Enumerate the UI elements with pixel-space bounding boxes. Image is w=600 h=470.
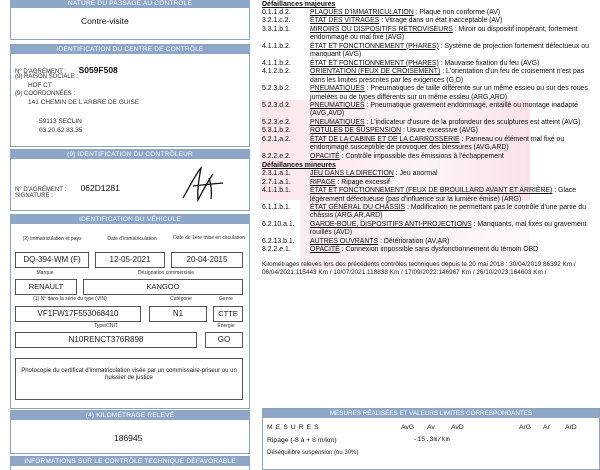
centre-agrement-value: S059F508	[78, 65, 118, 75]
defaillance-name: PNEUMATIQUES	[310, 101, 365, 109]
left-column	[0, 0, 253, 470]
defaillance-code: 4.1.1.b.2.	[262, 59, 291, 67]
km-header: (4) KILOMÉTRAGE RELEVÉ	[11, 411, 249, 420]
km-value: 186945	[114, 433, 143, 443]
type-value: N10RENCT376R898	[15, 332, 197, 348]
centre-box	[10, 44, 250, 147]
info-box	[10, 456, 250, 470]
mesures-columns-row	[263, 421, 599, 434]
col-ar: Ar	[543, 424, 550, 431]
defaillance-code: 5.2.3.e.2.	[262, 118, 291, 126]
defaillance-detail: : Détérioration (AV,AR)	[378, 237, 450, 245]
centre-agrement-label: N° D'AGRÉMENT :	[15, 69, 67, 75]
col-avd: AvD	[451, 424, 464, 431]
coordonnees-label: (9) COORDONNÉES :	[15, 91, 76, 97]
date-circ-value: 20-04-2015	[171, 252, 243, 268]
defaillance-detail: : Pneumatique gravement endommagé, entaillé ou montage inadapté (AVG,AVD)	[310, 101, 578, 118]
defaillance-detail: : Plaque non conforme (AV)	[413, 9, 501, 16]
date-immat-value: 12-05-2021	[95, 252, 165, 268]
defaillance-detail: : Glace légèrement défectueuse (pas d'influence sur la lumière émise) (ARG)	[310, 187, 577, 203]
centre-header: IDENTIFICATION DU CENTRE DE CONTRÔLE	[11, 45, 249, 54]
defaillance-detail: : Miroir ou dispositif inopérant, fortement endommagé ou mal fixé (AVG)	[310, 25, 578, 42]
denomination-caption: Désignation commerciale	[137, 270, 195, 276]
date-immat-caption: Date d'immatriculation	[107, 236, 157, 242]
col-avg: AvG	[401, 424, 415, 431]
denomination-value: KANGOO	[83, 279, 243, 295]
immat-caption: (2) Immatriculation et pays	[22, 236, 82, 242]
controleur-header: (9) IDENTIFICATION DU CONTRÔLEUR	[11, 150, 249, 159]
marque-caption: Marque	[36, 270, 54, 276]
defaillance-code: 8.2.2.e.1.	[262, 246, 291, 254]
vin-value: VF1FW17F553068410	[15, 306, 141, 322]
defaillance-detail: : Manquants, mal fixés ou gravement rouillés (AVD)	[310, 220, 587, 237]
info-header: INFORMATIONS SUR LE CONTRÔLE TECHNIQUE DÉFAVORABLE	[11, 457, 249, 466]
col-arg: ArG	[519, 424, 532, 431]
defaillance-detail: : Mauvaise fixation du feu (AVG)	[438, 59, 540, 67]
defaillance-name: JEU DANS LA DIRECTION	[310, 170, 394, 178]
nature-header: NATURE DU PASSAGE AU CONTRÔLE	[11, 0, 249, 8]
defaillance-name: OPACITÉ	[310, 246, 340, 254]
marque-value: RENAULT	[15, 279, 77, 295]
defaillance-code: 4.1.1.b.1.	[262, 187, 291, 195]
certificat-note: Photocopie du certificat d'immatriculation visée par un commissaire-priseur ou un huissier de justice	[15, 358, 243, 400]
defaillance-name: ÉTAT DES VITRAGES	[310, 17, 380, 25]
defaillance-detail: : Connexion impossible sans dysfonctionnement du témoin OBD	[339, 246, 539, 254]
defaillance-name: RIPAGE	[310, 178, 336, 186]
defaillance-code: 3.3.1.b.1.	[262, 25, 291, 33]
immat-value: DQ-394-WM (F)	[15, 252, 89, 268]
vehicule-box	[10, 214, 250, 409]
defaillance-item	[262, 204, 600, 221]
vin-caption: (1) N° dans la série du type (VIN)	[33, 296, 107, 302]
defaillance-item	[262, 60, 600, 68]
defaillance-item	[262, 221, 600, 238]
defaillance-name: PNEUMATIQUES	[310, 85, 365, 93]
defaillance-name: ÉTAT ET FONCTIONNEMENT (PHARES)	[310, 59, 439, 67]
raison-sociale-value: HDF CT	[28, 82, 52, 89]
defaillance-name: ORIENTATION (FEUX DE CROISEMENT)	[310, 68, 441, 76]
defaillance-code: 6.2.10.a.1.	[262, 220, 295, 228]
km-box	[10, 410, 250, 454]
defaillance-name: ÉTAT ET FONCTIONNEMENT (FEUX DE BROUILLARD AVANT ET ARRIÈRE)	[310, 187, 553, 195]
vehicule-header: IDENTIFICATION DU VÉHICULE	[11, 215, 249, 224]
defaillance-item	[262, 238, 600, 246]
raison-sociale-label: (9) RAISON SOCIALE :	[15, 74, 79, 80]
genre-value: CTTE	[213, 306, 243, 322]
defaillances-list	[262, 0, 600, 277]
defaillance-detail: : Usure excessive (AVG)	[401, 127, 478, 135]
defaillance-code: 5.2.3.d.2.	[262, 101, 291, 109]
address-line-1: 141 CHEMIN DE L'ARBRE DE GUISE	[28, 99, 140, 106]
defaillance-code: 5.3.1.b.2.	[262, 127, 291, 135]
controleur-box	[10, 149, 250, 211]
defaillance-detail: : Ripage excessif	[335, 178, 390, 186]
defaillance-name: ÉTAT GÉNÉRAL DU CHÂSSIS	[310, 203, 406, 211]
genre-caption: Genre	[219, 296, 233, 302]
suspension-row	[263, 447, 599, 460]
mesures-header: MESURES RÉALISÉES ET VALEURS LIMITES CORRESPONDANTES	[263, 409, 599, 418]
defaillance-item	[262, 127, 600, 135]
defaillance-detail: : Modification ne permettant pas le contrôle d'une partie du châssis (ARG,AR,ARD)	[310, 203, 587, 220]
col-ard: ArD	[565, 424, 577, 431]
defaillance-code: 6.2.13.b.1.	[262, 237, 295, 245]
controleur-agrement-value: 062D1281	[80, 183, 120, 193]
defaillance-detail: : Panneau ou élément mal fixé ou endommagé susceptible de provoquer des blessures (AVG,ARD)	[310, 135, 565, 152]
signature-label: SIGNATURE :	[15, 193, 53, 199]
majeures-list	[262, 9, 600, 161]
defaillance-detail: : Système de projection fortement défectueux ou manquant (AVG)	[310, 42, 589, 59]
defaillance-item	[262, 187, 600, 204]
defaillance-item	[262, 136, 600, 153]
mineures-title: Défaillances mineures	[262, 162, 336, 170]
right-column	[262, 0, 600, 470]
defaillance-name: GARDE-BOUE, DISPOSITIFS ANTI-PROJECTIONS	[310, 220, 472, 228]
address-line-2: 59113 SECLIN	[39, 118, 82, 125]
majeures-title: Défaillances majeures	[262, 1, 336, 8]
defaillance-item	[262, 179, 600, 187]
mineures-list	[262, 170, 600, 255]
defaillance-item	[262, 85, 600, 102]
date-circ-caption: Date de 1ère mise en circulation	[173, 235, 245, 241]
defaillance-code: 4.1.1.b.2.	[262, 42, 291, 50]
defaillance-detail: : Pneumatiques de taille différente sur un même essieu ou sur des roues jumelées ou de types différents sur un même essieu (ARG,ARD)	[310, 85, 588, 101]
defaillance-code: 6.2.1.a.2.	[262, 135, 291, 143]
defaillance-code: 3.2.1.c.2.	[262, 17, 291, 25]
defaillance-name: AUTRES OUVRANTS	[310, 237, 379, 245]
defaillance-item	[262, 43, 600, 60]
nature-value: Contre-visite	[81, 16, 129, 26]
km-history: Kilométrages relevés lors des précédents contrôles techniques depuis le 20 mai 2018 : 30/04/2019:86392 Km / 06/04/2021:115443 Km / 10/07/2021:118838 Km / 17/09/2022:146967 Km / 26/10/2023:164603 Km /	[262, 260, 576, 276]
nature-box	[10, 0, 250, 40]
defaillance-code: 0.1.1.d.2.	[262, 9, 291, 16]
defaillance-detail: : L'orientation d'un feu de croisement n'est pas dans les limites prescrites par les exigences (G,D)	[310, 68, 585, 84]
mesures-box	[262, 408, 600, 470]
defaillance-name: ÉTAT DE LA CABINE ET DE LA CARROSSERIE	[310, 135, 460, 143]
defaillance-item	[262, 119, 600, 127]
signature-image	[171, 164, 231, 206]
defaillance-code: 2.7.1.a.1.	[262, 178, 291, 186]
suspension-label: Déséquilibre suspension (ou 30%)	[267, 450, 359, 456]
defaillance-detail: : Jeu anormal	[393, 170, 438, 178]
defaillance-item	[262, 26, 600, 43]
phone-number: 03.20.62.83.35	[39, 127, 83, 134]
defaillance-item	[262, 170, 600, 178]
ripage-value: -15.3m/km	[413, 436, 450, 444]
type-caption: Type/CNIT	[94, 323, 118, 329]
defaillance-code: 6.1.1.b.1.	[262, 203, 291, 211]
defaillance-name: OPACITÉ	[310, 152, 340, 160]
categorie-value: N1	[149, 306, 207, 322]
defaillance-name: ROTULES DE SUSPENSION	[310, 127, 402, 135]
defaillance-item	[262, 102, 600, 119]
ripage-row	[263, 434, 599, 447]
defaillance-item	[262, 17, 600, 25]
defaillance-item	[262, 68, 600, 85]
defaillance-code: 5.2.3.b.2.	[262, 85, 291, 93]
defaillance-name: PLAQUES D'IMMATRICULATION	[310, 9, 414, 16]
defaillance-detail: : Contrôle impossible des émissions à l'échappement	[339, 152, 504, 160]
energie-value: GO	[205, 332, 243, 348]
col-av: Av	[427, 424, 435, 431]
defaillance-code: 2.3.1.a.1.	[262, 170, 291, 178]
defaillance-item	[262, 153, 600, 161]
defaillance-code: 4.1.2.b.2.	[262, 68, 291, 76]
categorie-caption: Catégorie	[170, 296, 192, 302]
defaillance-detail: : L'indicateur d'usure de la profondeur des sculptures est atteint (AVG)	[364, 118, 581, 126]
energie-caption: Énergie	[217, 323, 235, 329]
defaillance-name: ÉTAT ET FONCTIONNEMENT (PHARES)	[310, 42, 439, 50]
defaillance-code: 8.2.2.e.2.	[262, 152, 291, 160]
defaillance-item	[262, 246, 600, 254]
mesures-col-label: MESURES	[267, 424, 322, 431]
defaillance-detail: : Vitrage dans un état inacceptable (AV)	[379, 17, 503, 25]
defaillance-name: PNEUMATIQUES	[310, 118, 365, 126]
ripage-label: Ripage (-8 à + 8 m/km)	[267, 437, 337, 444]
controleur-agrement-label: N° D'AGRÉMENT :	[15, 187, 67, 193]
defaillance-name: MIROIRS OU DISPOSITIFS RÉTROVISEURS	[310, 25, 453, 33]
